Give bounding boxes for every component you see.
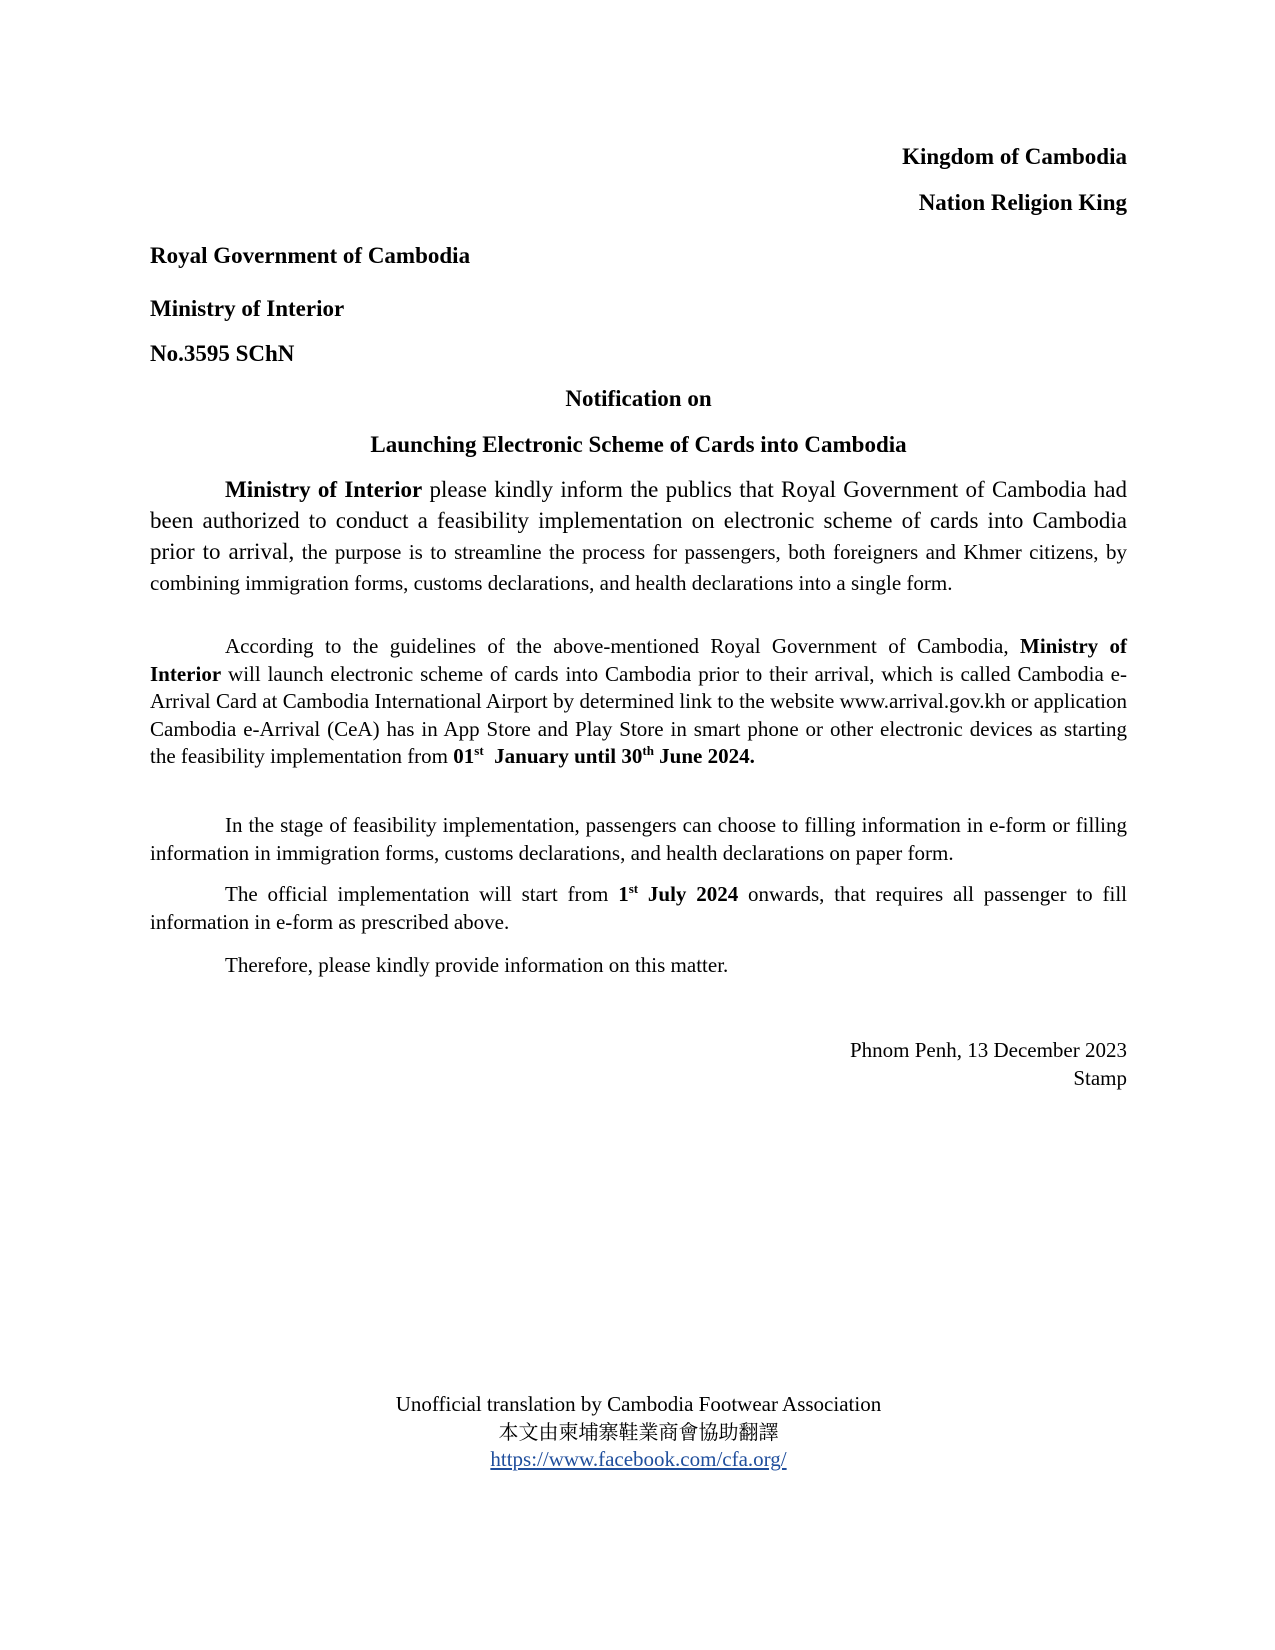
paragraph-2-ministry: Ministry of Interior [150,634,1128,686]
place-date: Phnom Penh, 13 December 2023 [849,1038,1127,1062]
paragraph-2 [150,633,1127,771]
paragraph-1 [150,474,1127,598]
paragraph-4-text-1: The official implementation will start from [225,882,619,906]
paragraph-2-sup-1: st [474,743,484,758]
paragraph-5 [150,952,1127,980]
motto-heading: Nation Religion King [918,190,1127,215]
facebook-link[interactable]: https://www.facebook.com/cfa.org/ [490,1447,787,1471]
kingdom-heading: Kingdom of Cambodia [902,144,1127,169]
paragraph-2-date-end: June 2024. [653,744,755,768]
stamp-label: Stamp [1073,1066,1127,1090]
footer-link-line [150,1445,1127,1473]
paragraph-4 [150,881,1127,936]
paragraph-2-date-mid: January until 30 [483,744,643,768]
footer-translation-note: Unofficial translation by Cambodia Footwear Association [395,1392,882,1416]
paragraph-2-text-2: will launch electronic scheme of cards into Cambodia prior to their arrival, which is called Cambodia e-Arrival Card at Cambodia International Airport by determined link to the website www.arrival.gov.kh or application Cambodia e-Arrival (CeA) has in App Store and Play Store in smart phone or other electronic devices as starting the feasibility implementation from [150,661,1127,768]
paragraph-3 [150,812,1127,867]
paragraph-4-text-2: onwards, that requires all passenger to fill information in e-form as prescribed above. [150,882,1127,934]
paragraph-2-text-1: According to the guidelines of the above-mentioned Royal Government of Cambodia, [225,634,1020,658]
paragraph-5-text: Therefore, please kindly provide information on this matter. [225,953,729,977]
paragraph-4-num: 1 [618,882,629,906]
ministry-heading: Ministry of Interior [150,296,345,321]
paragraph-1-lead: Ministry of Interior [225,477,423,502]
document-number: No.3595 SChN [150,341,295,366]
title-line-2: Launching Electronic Scheme of Cards into Cambodia [370,432,907,457]
paragraph-1-text-large: please kindly inform the publics that Royal Government of Cambodia had been authorized to conduct a feasibility implementation on electronic scheme of cards into Cambodia prior to arrival, [150,477,1127,564]
paragraph-2-sup-2: th [642,743,654,758]
paragraph-3-text: In the stage of feasibility implementation, passengers can choose to filling information in e-form or filling information in immigration forms, customs declarations, and health declarations on paper form. [150,813,1127,865]
paragraph-2-date-start: 01 [453,744,475,768]
title-line-1: Notification on [565,386,712,411]
government-heading: Royal Government of Cambodia [150,243,471,268]
paragraph-4-date: July 2024 [638,882,739,906]
paragraph-4-sup: st [628,881,639,896]
footer-chinese-note: 本文由柬埔寨鞋業商會協助翻譯 [498,1420,779,1444]
paragraph-1-text-rest: the purpose is to streamline the process for passengers, both foreigners and Khmer citizens, by combining immigration forms, customs declarations, and health declarations into a single form. [150,540,1127,595]
